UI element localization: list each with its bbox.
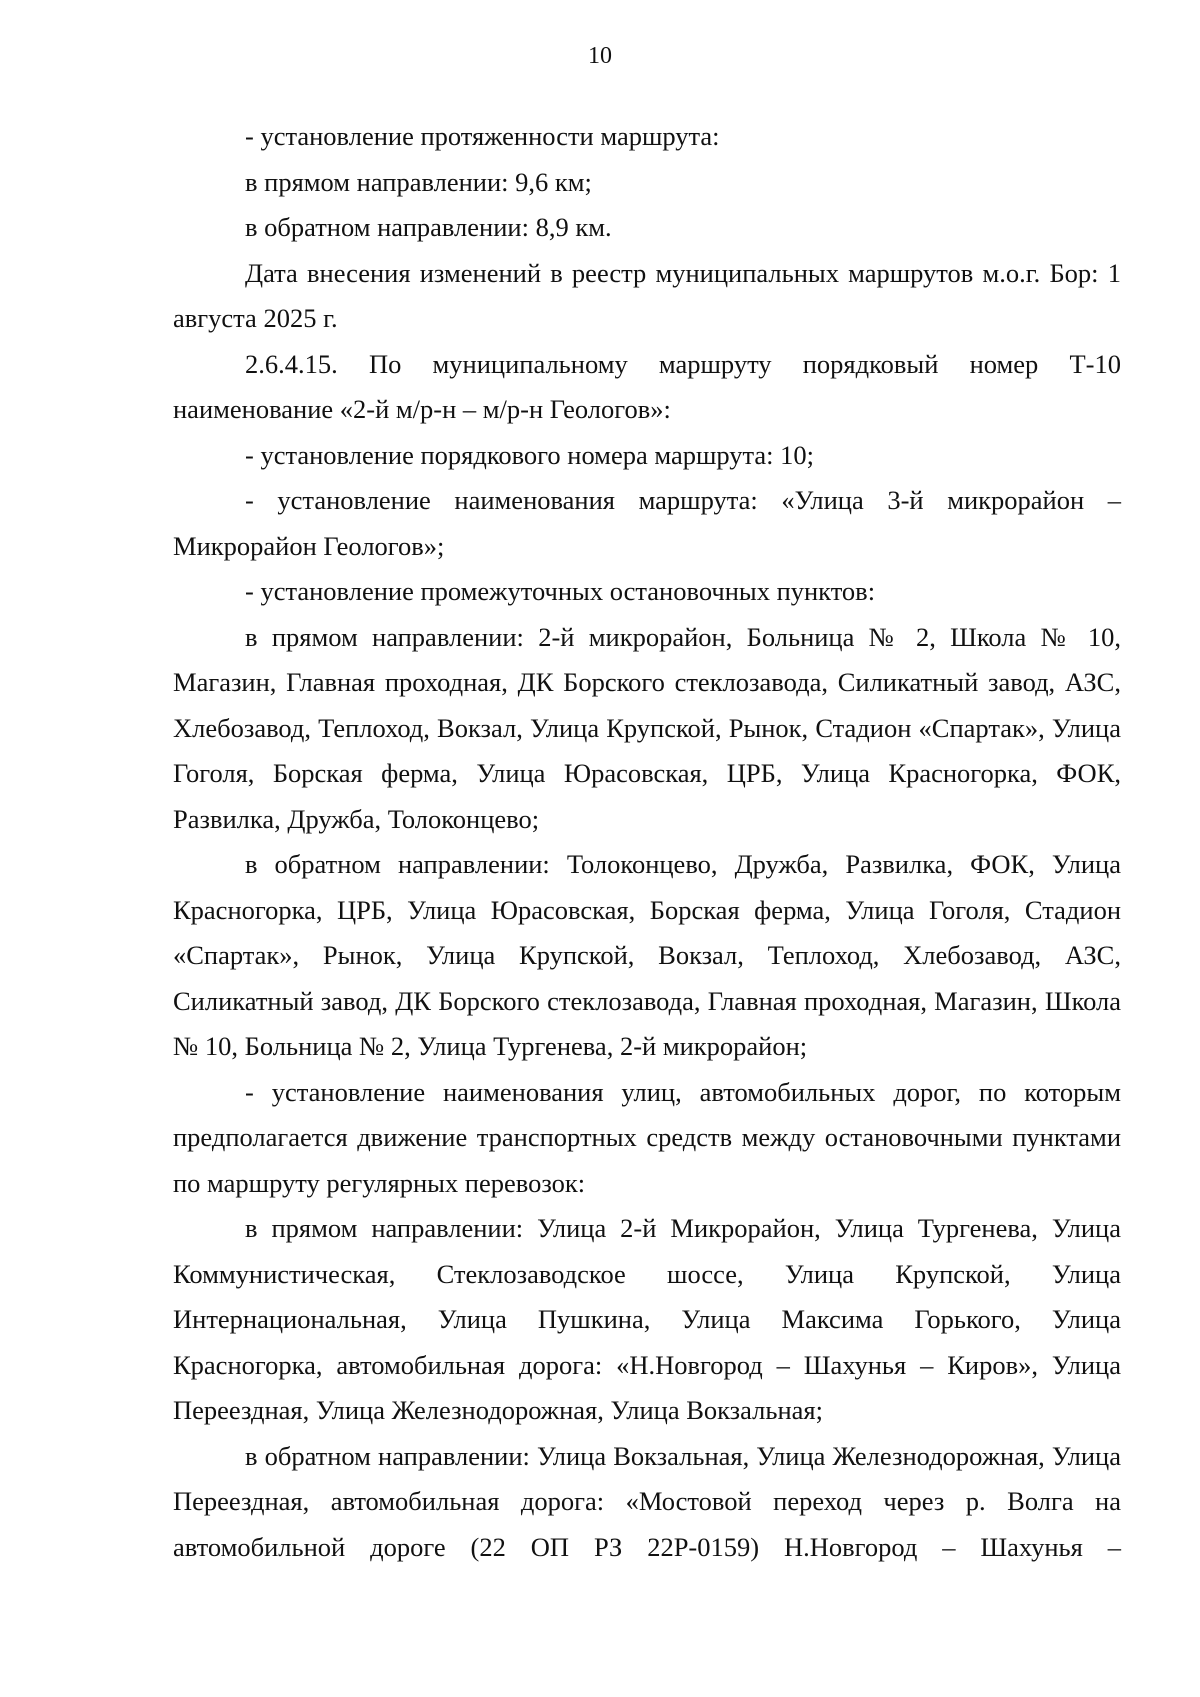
paragraph-route-t10: 2.6.4.15. По муниципальному маршруту порядковый номер Т-10 наименование «2-й м/р-н – м/р-н Геологов»: [173, 348, 1121, 424]
document-body [173, 114, 1121, 1570]
paragraph-stops-heading: - установление промежуточных остановочных пунктов: [245, 576, 876, 606]
paragraph-reverse-length: в обратном направлении: 8,9 км. [245, 212, 612, 242]
paragraph-forward-stops: в прямом направлении: 2-й микрорайон, Больница № 2, Школа № 10, Магазин, Главная проходная, ДК Борского стеклозавода, Силикатный завод, АЗС, Хлебозавод, Теплоход, Вокзал, Улица Крупской, Рынок, Стадион «Спартак», Улица Гоголя, Борская ферма, Улица Юрасовская, ЦРБ, Улица Красногорка, ФОК, Развилка, Дружба, Толоконцево; [173, 621, 1121, 834]
paragraph-reverse-stops: в обратном направлении: Толоконцево, Дружба, Развилка, ФОК, Улица Красногорка, ЦРБ, Улица Юрасовская, Борская ферма, Улица Гоголя, Стадион «Спартак», Рынок, Улица Крупской, Вокзал, Теплоход, Хлебозавод, АЗС, Силикатный завод, ДК Борского стеклозавода, Главная проходная, Магазин, Школа № 10, Больница № 2, Улица Тургенева, 2-й микрорайон; [173, 849, 1121, 1061]
paragraph-route-name: - установление наименования маршрута: «Улица 3-й микрорайон – Микрорайон Геологов»; [173, 485, 1121, 561]
paragraph-forward-length: в прямом направлении: 9,6 км; [245, 166, 592, 197]
paragraph-registry-date: Дата внесения изменений в реестр муниципальных маршрутов м.о.г. Бор: 1 августа 2025 г. [173, 257, 1121, 333]
paragraph-route-length: - установление протяженности маршрута: [245, 121, 720, 151]
paragraph-forward-streets: в прямом направлении: Улица 2-й Микрорайон, Улица Тургенева, Улица Коммунистическая, Стеклозаводское шоссе, Улица Крупской, Улица Интернациональная, Улица Пушкина, Улица Максима Горького, Улица Красногорка, автомобильная дорога: «Н.Новгород – Шахунья – Киров», Улица Переездная, Улица Железнодорожная, Улица Вокзальная; [173, 1213, 1121, 1425]
page-number: 10 [588, 43, 612, 69]
paragraph-route-number: - установление порядкового номера маршрута: 10; [245, 439, 815, 470]
paragraph-reverse-streets: в обратном направлении: Улица Вокзальная, Улица Железнодорожная, Улица Переездная, автомобильная дорога: «Мостовой переход через р. Волга на автомобильной дороге (22 ОП РЗ 22Р-0159) Н.Новгород – Шахунья – [173, 1440, 1121, 1562]
paragraph-streets-heading: - установление наименования улиц, автомобильных дорог, по которым предполагается движение транспортных средств между остановочными пунктами по маршруту регулярных перевозок: [173, 1076, 1121, 1198]
